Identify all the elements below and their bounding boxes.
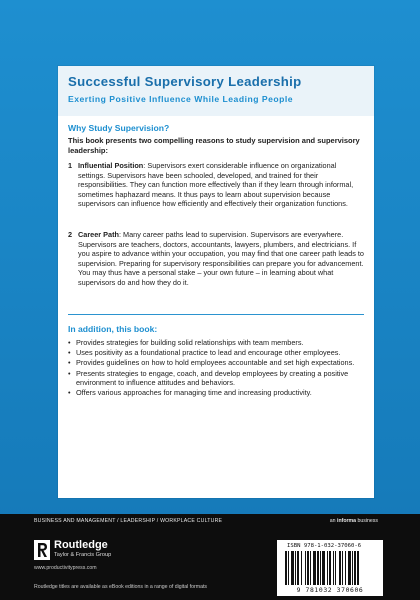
book-title: Successful Supervisory Leadership [68,74,302,89]
informa-prefix: an [329,518,336,524]
informa-suffix: business [357,518,378,524]
isbn-digits: 9 781032 370606 [296,586,364,594]
list-item [68,348,364,358]
description-panel [58,66,374,498]
publisher-footer [0,514,420,600]
book-subtitle: Exerting Positive Influence While Leading People [68,94,294,104]
reason-text: : Many career paths lead to supervision. Supervisors are everywhere. Supervisors are teachers, doctors, accountants, lawyers, plumbers, and electricians. If you aspire to advance within your occupation, you may find that one career path leads to supervision. Preparing for supervisory responsibilities can prepare you for advancement. You may thus have a personal stake – your own future – in learning about what supervisors do and how they do it. [78,230,364,287]
reason-item [68,161,364,209]
intro-paragraph: This book presents two compelling reasons to study supervision and supervisory leadership: [68,136,360,155]
informa-brand: informa [337,518,357,524]
informa-business-tag [330,518,378,524]
in-addition-heading: In addition, this book: [68,324,158,334]
list-item [68,358,364,368]
list-item [68,388,364,398]
bullet-icon: • [68,388,71,398]
list-item-text: Provides strategies for building solid relationships with team members. [76,338,304,347]
ebook-note: Routledge titles are available as eBook editions in a range of digital formats [34,584,208,590]
publisher-name: Routledge [54,539,108,551]
list-item [68,338,364,348]
bullet-icon: • [68,348,71,358]
bullet-icon: • [68,368,71,378]
list-item-text: Provides guidelines on how to hold employees accountable and set high expectations. [76,358,355,368]
barcode-icon [285,551,377,585]
list-item-text: Uses positivity as a foundational practice to lead and encourage other employees. [76,348,341,358]
reason-label: Influential Position [78,161,144,170]
publisher-group: Taylor & Francis Group [54,552,112,558]
reason-number: 2 [68,230,73,239]
subject-categories: BUSINESS AND MANAGEMENT / LEADERSHIP / WORKPLACE CULTURE [34,518,223,524]
publisher-website: www.productivitypress.com [34,565,97,571]
reason-number: 1 [68,161,73,170]
isbn-label: ISBN 978-1-032-37060-6 [287,543,362,549]
bullet-icon: • [68,358,71,368]
list-item [68,369,364,388]
barcode-panel [277,540,383,596]
reason-item [68,230,364,288]
benefits-list [68,338,364,399]
bullet-icon: • [68,338,71,347]
why-study-heading: Why Study Supervision? [68,123,170,133]
section-divider [68,314,364,315]
routledge-logo-icon [34,540,50,560]
title-band [58,66,374,116]
list-item-text: Presents strategies to engage, coach, and develop employees by creating a positive environment to influence attitudes and behaviors. [76,368,349,388]
list-item-text: Offers various approaches for managing time and increasing productivity. [76,388,312,398]
reason-text: : Supervisors exert considerable influence on organizational settings. Supervisors have been schooled, developed, and trained for their responsibilities. They can function more effectively than if they learn through informal, sometimes haphazard means. It thus pays to learn about supervision because supervisors can influence how efficiently and effectively their organization functions. [78,161,354,209]
reason-label: Career Path [78,230,119,239]
